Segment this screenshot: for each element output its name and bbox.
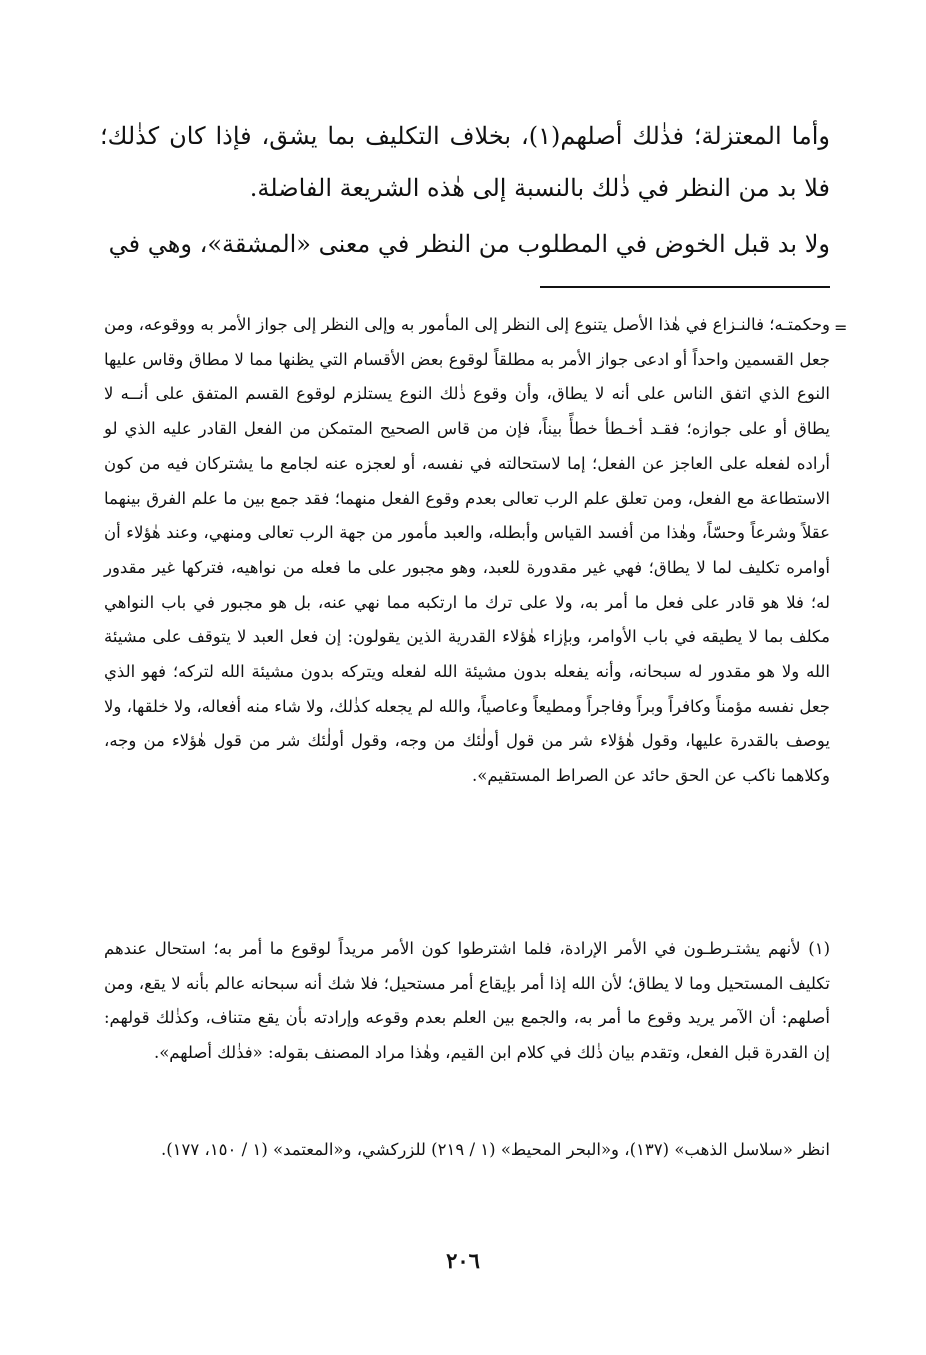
footnote-continuation-text: وحكمتـه؛ فالنـزاع في هٰذا الأصل يتنوع إلى النظر إلى المأمور به وإلى النظر إلى جواز الأمر به ووقوعه، ومن جعل القسمين واحداً أو ادعى جواز الأمر به مطلقاً لوقوع بعض الأقسام التي يظنها مما لا مطاق وقاس عليها النوع الذي اتفق الناس على أنه لا يطاق، وأن وقوع ذٰلك النوع يستلزم لوقوع القسم المتفق على أنــه لا يطاق أو على جوازه؛ فقـد أخـطأ خطأً بيناً، فإن من قاس الصحيح المتمكن من الفعل القادر عليه الذي لو أراده لفعله على العاجز عن الفعل؛ إما لاستحالته في نفسه، أو لعجزه عنه لجامع ما يشتركان فيه من كون الاستطاعة مع الفعل، ومن تعلق علم الرب تعالى بعدم وقوع الفعل منهما؛ فقد جمع بين ما علم الفرق بينهما عقلاً وشرعاً وحسّاً، وهٰذا من أفسد القياس وأبطله، والعبد مأمور من جهة الرب تعالى ومنهي، وعند هٰؤلاء أن أوامره تكليف لما لا يطاق؛ فهي غير مقدورة للعبد، وهو مجبور على ما فعله من نواهيه، فتركها غير مقدور له؛ فلا هو قادر على فعل ما أمر به، ولا على ترك ما ارتكبه مما نهي عنه، بل هو مجبور في باب النواهي مكلف بما لا يطيقه في باب الأوامر، وبإزاء هٰؤلاء القدرية الذين يقولون: إن فعل العبد لا يتوقف على مشيئة الله ولا هو مقدور له سبحانه، وأنه يفعله بدون مشيئة الله لفعله ويتركه بدون مشيئة الله لتركه؛ فهو الذي جعل نفسه مؤمناً وكافراً وبراً وفاجراً ومطيعاً وعاصياً، والله لم يجعله كذٰلك، ولا شاء منه أفعاله، ولا خلقها، ولا يوصف بالقدرة عليها، وقول هٰؤلاء شر من قول أولٰئك من وجه، وقول أولٰئك شر من قول هٰؤلاء من وجه، وكلاهما ناكب عن الحق حائد عن الصراط المستقيم». [104, 315, 830, 786]
page-number: ٢٠٦ [446, 1248, 480, 1273]
footnote-1-reference-text: انظر «سلاسل الذهب» (١٣٧)، و«البحر المحيط» (١ / ٢١٩) للزركشي، و«المعتمد» (١ / ١٥٠، ١٧٧). [160, 1140, 830, 1159]
footnote-continuation-mark: = [834, 318, 848, 337]
footnote-divider [540, 286, 830, 288]
main-paragraph-1 [100, 110, 830, 214]
main-paragraph-2 [100, 218, 830, 270]
main-paragraph-2-text: ولا بد قبل الخوض في المطلوب من النظر في معنى «المشقة»، وهي في [108, 230, 830, 258]
footnote-1 [104, 932, 830, 1071]
footnote-1-text: (١) لأنهم يشتـرطـون في الأمر الإرادة، فلما اشترطوا كون الأمر مريداً لوقوع ما أمر به؛ استحال عندهم تكليف المستحيل وما لا يطاق؛ لأن الله إذا أمر بإيقاع أمر مستحيل؛ فلا شك أنه سبحانه عالم بأنه لا يقع، ومن أصلهم: أن الآمر يريد وقوع ما أمر به، والجمع بين العلم بعدم وقوعه وإرادته بأن يقع متناف، وكذٰلك قولهم: إن القدرة قبل الفعل، وتقدم بيان ذٰلك في كلام ابن القيم، وهٰذا مراد المصنف بقوله: «فذٰلك أصلهم». [104, 939, 830, 1063]
main-paragraph-1-text: وأما المعتزلة؛ فذٰلك أصلهم(١)، بخلاف التكليف بما يشق، فإذا كان كذٰلك؛ فلا بد من النظر في ذٰلك بالنسبة إلى هٰذه الشريعة الفاضلة. [100, 122, 830, 202]
footnote-continuation [104, 308, 830, 794]
footnote-1-reference [104, 1133, 830, 1168]
